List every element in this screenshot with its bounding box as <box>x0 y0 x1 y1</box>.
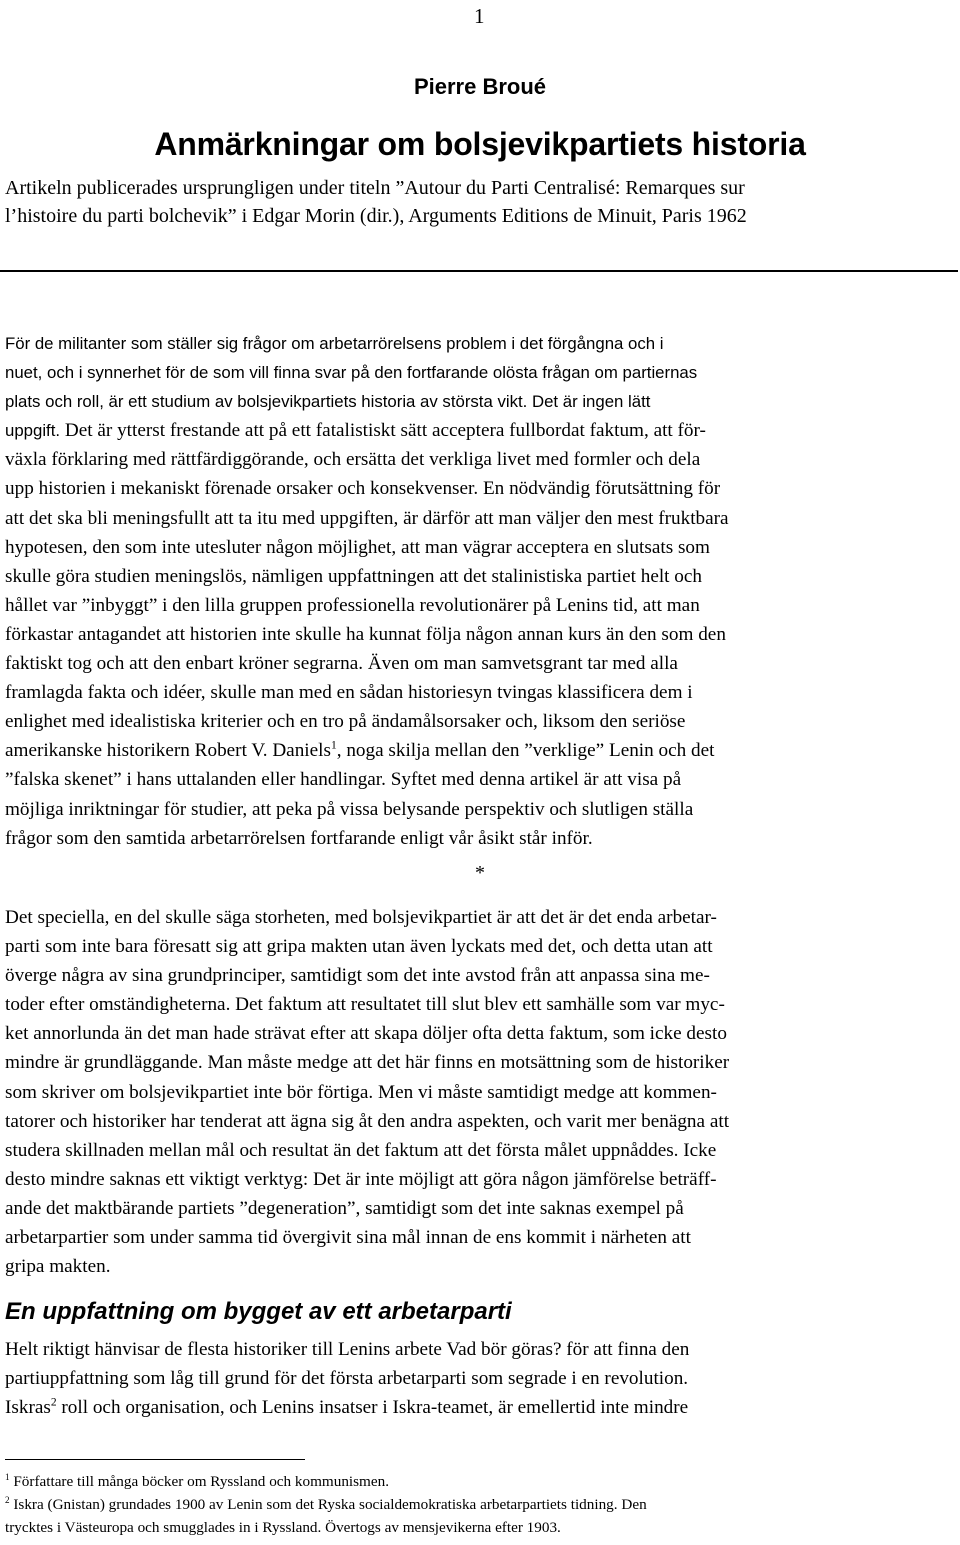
paragraph-intro <box>5 329 960 853</box>
article-title: Anmärkningar om bolsjevikpartiets historia <box>154 126 806 162</box>
paragraph-line: enlighet med idealistiska kriterier och en tro på ändamålsorsaker och, liksom den seriöse <box>5 711 686 733</box>
section-separator: * <box>475 862 485 884</box>
paragraph-bolsheviks <box>5 903 960 1281</box>
paragraph-line: arbetarpartier som under samma tid övergivit sina mål innan de ens kommit i närheten att <box>5 1227 691 1249</box>
paragraph-line: som skriver om bolsjevikpartiet inte bör förtiga. Men vi måste samtidigt medge att kommen- <box>5 1081 717 1103</box>
footnote-2-continued: trycktes i Västeuropa och smugglades in i Ryssland. Övertogs av mensjevikerna efter 1903. <box>5 1519 561 1536</box>
paragraph-line: skulle göra studien meningslös, nämligen uppfattningen att det stalinistiska partiet helt och <box>5 565 703 587</box>
paragraph-line: studera skillnaden mellan mål och resultat än det faktum att det första målet uppnåddes. Icke <box>5 1139 717 1161</box>
paragraph-line: hållet var ”inbyggt” i den lilla gruppen professionella revolutionärer på Lenins tid, att man <box>5 594 700 616</box>
paragraph-line: nuet, och i synnerhet för de som vill finna svar på den fortfarande olösta frågan om partiernas <box>5 363 698 383</box>
publication-note-line: l’histoire du parti bolchevik” i Edgar Morin (dir.), Arguments Editions de Minuit, Paris 1962 <box>5 205 747 227</box>
paragraph-line <box>5 1393 960 1422</box>
paragraph-party-concept <box>5 1335 960 1422</box>
paragraph-line: att det ska bli meningsfullt att ta itu med uppgiften, är därför att man väljer den mest fruktbara <box>5 507 729 529</box>
paragraph-line: För de militanter som ställer sig frågor om arbetarrörelsens problem i det förgångna och i <box>5 334 664 353</box>
paragraph-line: ande det maktbärande partiets ”degeneration”, samtidigt som det inte saknas exempel på <box>5 1197 684 1219</box>
footnote-text: Författare till många böcker om Ryssland och kommunismen. <box>13 1473 389 1490</box>
paragraph-line: desto mindre saknas ett viktigt verktyg: Det är inte möjligt att göra någon jämförelse beträff- <box>5 1168 717 1190</box>
paragraph-line: Det speciella, en del skulle säga storheten, med bolsjevikpartiet är att det är det enda arbetar- <box>5 907 717 928</box>
paragraph-line: faktiskt tog och att den enbart kröner segrarna. Även om man samvetsgrant tar med alla <box>5 653 678 675</box>
paragraph-fragment: uppgift. <box>5 421 61 441</box>
footnote-1 <box>5 1470 647 1493</box>
paragraph-line: ”falska skenet” i hans uttalanden eller handlingar. Syftet med denna artikel är att visa på <box>5 769 682 791</box>
footnote-number: 2 <box>5 1494 10 1505</box>
paragraph-line: möjliga inriktningar för studier, att peka på vissa belysande perspektiv och slutligen ställa <box>5 798 694 820</box>
paragraph-line: upp historien i mekaniskt förenade orsaker och konsekvenser. En nödvändig förutsättning för <box>5 478 721 500</box>
paragraph-line <box>5 416 960 445</box>
paragraph-fragment: , noga skilja mellan den ”verklige” Lenin och det <box>336 740 715 762</box>
footnote-text: Iskra (Gnistan) grundades 1900 av Lenin som det Ryska socialdemokratiska arbetarpartiets tidning. Den <box>13 1496 647 1513</box>
paragraph-line: förkastar antagandet att historien inte skulle ha kunnat följa någon annan kurs än den som den <box>5 623 726 645</box>
footnote-number: 1 <box>5 1471 10 1482</box>
paragraph-line: parti som inte bara föresatt sig att gripa makten utan även lyckats med det, och detta utan att <box>5 936 713 958</box>
paragraph-line: Helt riktigt hänvisar de flesta historiker till Lenins arbete Vad bör göras? för att finna den <box>5 1339 690 1360</box>
footnote-2 <box>5 1493 647 1516</box>
footnotes <box>5 1470 647 1539</box>
footnote-ref-2[interactable]: 2 <box>50 1396 57 1409</box>
publication-note-line: Artikeln publicerades ursprungligen under titeln ”Autour du Parti Centralisé: Remarques sur <box>5 177 745 199</box>
paragraph-line: växla förklaring med rättfärdiggörande, och ersätta det verkliga livet med formler och dela <box>5 449 701 471</box>
paragraph-fragment: Iskras <box>5 1397 51 1419</box>
paragraph-line: partiuppfattning som låg till grund för det första arbetarparti som segrade i en revolution. <box>5 1368 689 1390</box>
paragraph-fragment: Det är ytterst frestande att på ett fatalistiskt sätt acceptera fullbordat faktum, att för- <box>60 420 706 442</box>
footnote-divider <box>5 1459 305 1460</box>
paragraph-line: överge några av sina grundprinciper, samtidigt som det inte avstod från att anpassa sina me- <box>5 965 710 987</box>
section-heading: En uppfattning om bygget av ett arbetarparti <box>5 1298 512 1325</box>
paragraph-fragment: roll och organisation, och Lenins insatser i Iskra-teamet, är emellertid inte mindre <box>56 1397 689 1419</box>
paragraph-line: plats och roll, är ett studium av bolsjevikpartiets historia av största vikt. Det är ingen lätt <box>5 392 651 412</box>
paragraph-line: toder efter omständigheterna. Det faktum att resultatet till slut blev ett samhälle som var myc- <box>5 994 725 1016</box>
paragraph-line <box>5 736 960 765</box>
footnote-ref-1[interactable]: 1 <box>330 739 337 752</box>
paragraph-line: mindre är grundläggande. Man måste medge att det här finns en motsättning som de historiker <box>5 1052 730 1074</box>
author-name: Pierre Broué <box>413 74 547 99</box>
paragraph-line: tatorer och historiker har tenderat att ägna sig åt den andra aspekten, och varit mer benägna att <box>5 1110 730 1132</box>
header-divider <box>0 270 958 272</box>
paragraph-line: frågor som den samtida arbetarrörelsen fortfarande enligt vår åsikt står inför. <box>5 827 593 849</box>
page-number: 1 <box>474 4 485 28</box>
publication-note <box>5 174 747 230</box>
paragraph-line: gripa makten. <box>5 1256 111 1278</box>
paragraph-fragment: amerikanske historikern Robert V. Daniels <box>5 740 331 762</box>
paragraph-line: hypotesen, den som inte utesluter någon möjlighet, att man vägrar acceptera en slutsats som <box>5 536 710 558</box>
paragraph-line: framlagda fakta och idéer, skulle man med en sådan historiesyn tvingas klassificera dem i <box>5 682 693 704</box>
paragraph-line: ket annorlunda än det man hade strävat efter att skapa döljer ofta detta faktum, som icke desto <box>5 1023 727 1045</box>
